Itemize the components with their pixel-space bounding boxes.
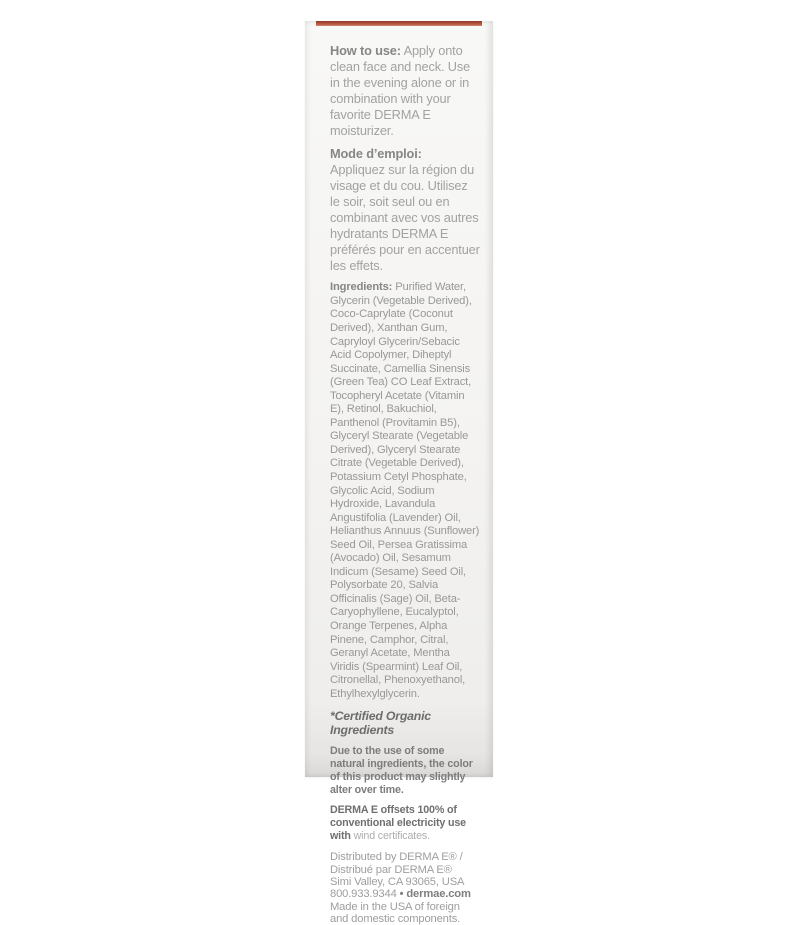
how-to-use-section [330, 43, 480, 140]
phone-number: 800.933.9344 [330, 888, 397, 901]
ingredients-text: Purified Water, Glycerin (Vegetable Derived), Coco-Caprylate (Coconut Derived), Xanthan Gum, Capryloyl Glycerin/Sebacic Acid Copolymer, Diheptyl Succinate, Camellia Sinensis (Green Tea) CO Leaf Extract, Tocopheryl Acetate (Vitamin E), Retinol, Bakuchiol, Panthenol (Provitamin B5), Glyceryl Stearate (Vegetable Derived), Glyceryl Stearate Citrate (Vegetable Derived), Potassium Cetyl Phosphate, Glycolic Acid, Sodium Hydroxide, Lavandula Angustifolia (Lavender) Oil, Helianthus Annuus (Sunflower) Seed Oil, Persea Gratissima (Avocado) Oil, Sesamum Indicum (Sesame) Seed Oil, Polysorbate 20, Salvia Officinalis (Sage) Oil, Beta-Caryophyllene, Eucalyptol, Orange Terpenes, Alpha Pinene, Camphor, Citral, Geranyl Acetate, Mentha Viridis (Spearmint) Leaf Oil, Citronellal, Phenoxyethanol, Ethylhexylglycerin. [330, 281, 480, 700]
wind-note-light: wind certificates. [353, 829, 430, 842]
ingredients-heading: Ingredients: [330, 281, 393, 294]
made-in-line: Made in the USA of foreign and domestic components. [330, 900, 461, 925]
mode-demploi-section [330, 146, 480, 275]
wind-certificates-note [330, 804, 480, 842]
address-line: Simi Valley, CA 93065, USA [330, 875, 465, 888]
distribue-par-line: Distribué par DERMA E® [330, 863, 452, 876]
distribution-info [330, 851, 480, 925]
mode-demploi-heading: Mode d’emploi: [330, 145, 422, 161]
product-box-back-panel [305, 21, 493, 925]
wind-note-bold: DERMA E offsets 100% of conventional electricity use with [330, 804, 466, 842]
bullet-separator: • [399, 888, 404, 901]
website-text: dermae.com [406, 888, 471, 901]
natural-color-note: Due to the use of some natural ingredients, the color of this product may slightly alter over time. [330, 745, 473, 797]
distributed-by-line: Distributed by DERMA E® / [330, 851, 463, 864]
how-to-use-heading: How to use: [330, 43, 401, 58]
panel-content [305, 26, 493, 925]
ingredients-section [330, 281, 480, 701]
mode-demploi-text: Appliquez sur la région du visage et du cou. Utilisez le soir, soit seul ou en combinant avec vos autres hydratants DERMA E préférés pour en accentuer les effets. [330, 161, 480, 274]
phone-website-line [330, 888, 480, 900]
certified-organic-note: *Certified Organic Ingredients [330, 709, 431, 738]
how-to-use-text: Apply onto clean face and neck. Use in the evening alone or in combination with your favorite DERMA E moisturizer. [330, 43, 471, 139]
